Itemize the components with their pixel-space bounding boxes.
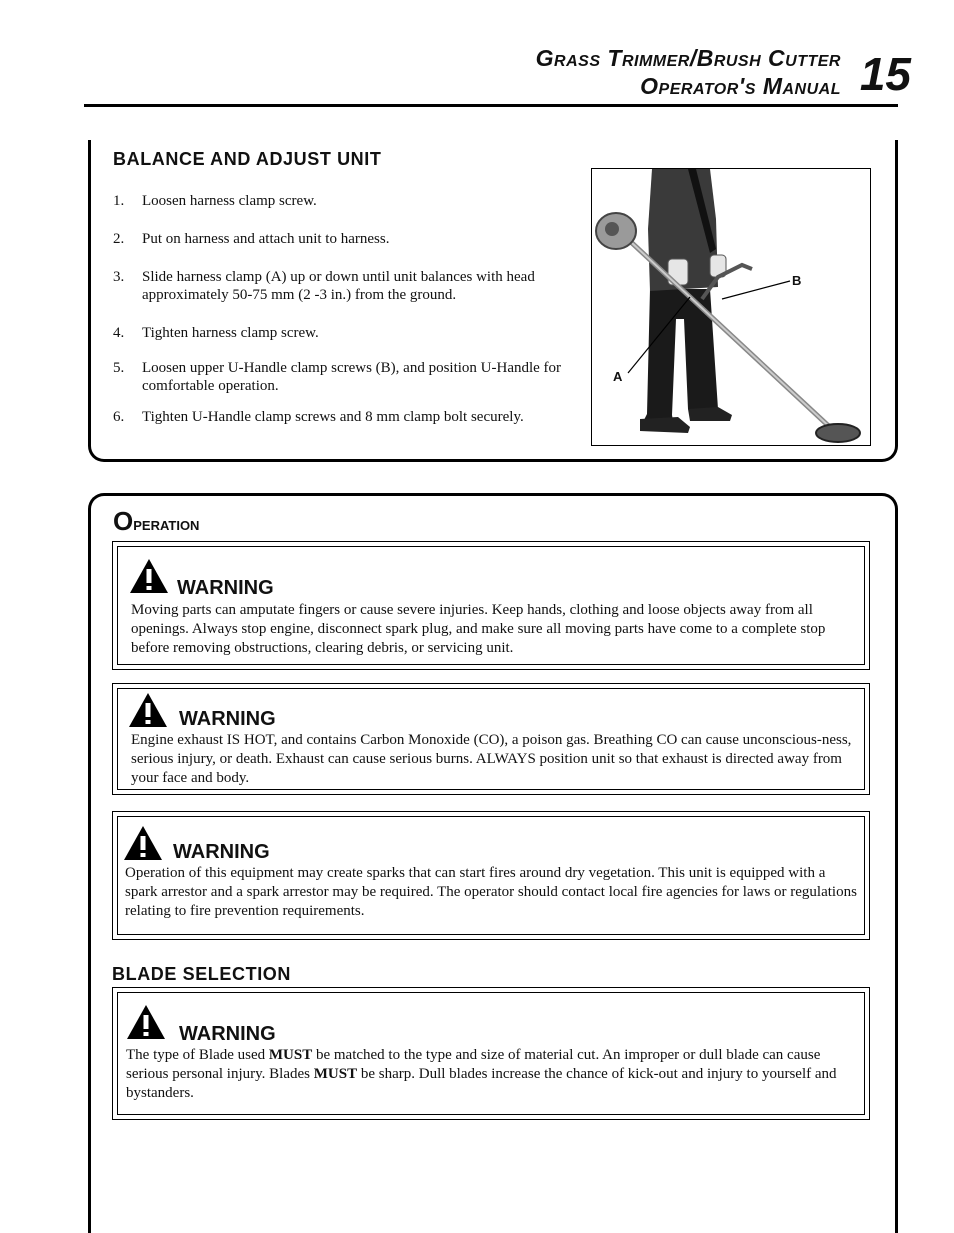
- figure-label-a: A: [613, 369, 623, 384]
- warning-box: [112, 683, 870, 795]
- step-number: 6.: [113, 409, 125, 425]
- warning-title: WARNING: [179, 708, 276, 730]
- title-line-1: Grass Trimmer/Brush Cutter: [535, 45, 841, 71]
- page-number: 15: [859, 48, 911, 100]
- warning-triangle-icon: [128, 692, 168, 728]
- step-number: 2.: [113, 231, 125, 247]
- warning-title: WARNING: [173, 841, 270, 863]
- step-text: Loosen upper U-Handle clamp screws (B), and position U-Handle for comfortable operation.: [142, 360, 562, 394]
- step-text: Tighten harness clamp screw.: [142, 325, 319, 341]
- step-number: 1.: [113, 193, 125, 209]
- warning-text: Engine exhaust IS HOT, and contains Carbon Monoxide (CO), a poison gas. Breathing CO can cause unconscious-ness, serious injury, or death. Exhaust can cause serious burns. ALWAYS position unit so that exhaust is directed away from your face and body.: [131, 732, 852, 786]
- balance-heading: BALANCE AND ADJUST UNIT: [113, 149, 382, 169]
- warning-box: [112, 541, 870, 670]
- step-number: 4.: [113, 325, 125, 341]
- figure-label-b: B: [792, 273, 802, 288]
- warning-text-part: be sharp. Dull blades increase the chance of kick-out and injury to yourself and bystanders.: [126, 1066, 837, 1101]
- step-text: Loosen harness clamp screw.: [142, 193, 317, 209]
- operation-heading: [113, 506, 199, 537]
- operation-heading-initial: O: [113, 506, 134, 536]
- warning-box: [112, 987, 870, 1120]
- step-text: Put on harness and attach unit to harness.: [142, 231, 390, 247]
- title-line-2: Operator's Manual: [640, 73, 841, 99]
- warning-triangle-icon: [126, 1004, 166, 1040]
- step-number: 3.: [113, 269, 125, 285]
- operation-heading-rest: peration: [133, 514, 200, 535]
- warning-title: WARNING: [177, 577, 274, 599]
- warning-triangle-icon: [129, 558, 169, 594]
- step-text: Slide harness clamp (A) up or down until unit balances with head approximately 50-75 mm (2 -3 in.) from the ground.: [142, 269, 535, 303]
- warning-text: Operation of this equipment may create sparks that can start fires around dry vegetation. This unit is equipped with a spark arrestor and a spark arrestor may be required. The operator should contact local fire agencies for laws or regulations relating to fire prevention requirements.: [125, 865, 857, 919]
- step-text: Tighten U-Handle clamp screws and 8 mm clamp bolt securely.: [142, 409, 524, 425]
- warning-text: [126, 1046, 858, 1103]
- blade-selection-heading: BLADE SELECTION: [112, 964, 292, 984]
- emphasis-must: MUST: [313, 1066, 358, 1082]
- operator-illustration: [592, 169, 870, 445]
- warning-text: Moving parts can amputate fingers or cause severe injuries. Keep hands, clothing and loose objects away from all openings. Always stop engine, disconnect spark plug, and make sure all moving parts have come to a complete stop before removing obstructions, clearing debris, or servicing unit.: [131, 602, 826, 656]
- step-number: 5.: [113, 360, 125, 376]
- warning-text-part: The type of Blade used: [126, 1047, 269, 1063]
- manual-title: [536, 44, 841, 100]
- warning-triangle-icon: [123, 825, 163, 861]
- emphasis-must: MUST: [268, 1047, 313, 1063]
- warning-text-part: be matched to the type and size of material cut. An improper or dull blade can cause serious personal injury. Blades: [126, 1047, 821, 1082]
- operator-with-trimmer-figure: [591, 168, 871, 446]
- warning-box: [112, 811, 870, 940]
- warning-title: WARNING: [179, 1023, 276, 1045]
- header-rule: [84, 104, 898, 107]
